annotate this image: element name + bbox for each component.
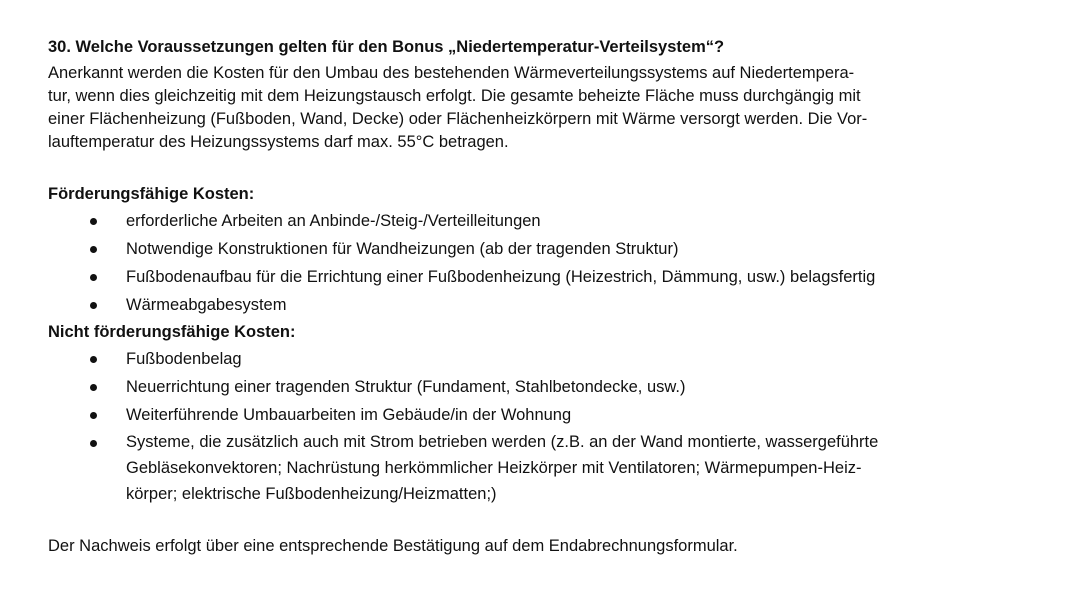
list-item-text: Weiterführende Umbauarbeiten im Gebäude/in der Wohnung bbox=[126, 406, 572, 424]
list-item-text-line: Systeme, die zusätzlich auch mit Strom betrieben werden (z.B. an der Wand montierte, wassergeführte bbox=[126, 433, 879, 451]
paragraph-line: tur, wenn dies gleichzeitig mit dem Heizungstausch erfolgt. Die gesamte beheizte Fläche muss durchgängig mit bbox=[48, 87, 861, 105]
question-paragraph bbox=[48, 62, 1046, 154]
list-item-multiline bbox=[48, 429, 1048, 507]
eligible-costs-label: Förderungsfähige Kosten: bbox=[48, 185, 255, 203]
list-item-text: Wärmeabgabesystem bbox=[126, 296, 287, 314]
footer-note: Der Nachweis erfolgt über eine entsprechende Bestätigung auf dem Endabrechnungsformular. bbox=[48, 537, 738, 555]
question-heading: 30. Welche Voraussetzungen gelten für den Bonus „Niedertemperatur-Verteilsystem“? bbox=[48, 38, 725, 56]
list-item-text: Fußbodenaufbau für die Errichtung einer Fußbodenheizung (Heizestrich, Dämmung, usw.) belagsfertig bbox=[126, 268, 876, 286]
list-item bbox=[48, 401, 1048, 429]
list-item bbox=[48, 207, 1048, 235]
list-item bbox=[48, 345, 1048, 373]
bullet-icon bbox=[90, 274, 97, 281]
bullet-icon bbox=[90, 440, 97, 447]
document-page bbox=[48, 34, 1048, 559]
paragraph-line: Anerkannt werden die Kosten für den Umbau des bestehenden Wärmeverteilungssystems auf Niedertempera- bbox=[48, 64, 855, 82]
section-spacer bbox=[48, 507, 1048, 533]
paragraph-line: einer Flächenheizung (Fußboden, Wand, Decke) oder Flächenheizkörpern mit Wärme versorgt werden. Die Vor- bbox=[48, 110, 868, 128]
list-item-text: erforderliche Arbeiten an Anbinde-/Steig-/Verteilleitungen bbox=[126, 212, 541, 230]
not-eligible-costs-label: Nicht förderungsfähige Kosten: bbox=[48, 323, 296, 341]
list-item-text: Notwendige Konstruktionen für Wandheizungen (ab der tragenden Struktur) bbox=[126, 240, 679, 258]
list-item-text-line: körper; elektrische Fußbodenheizung/Heizmatten;) bbox=[126, 485, 497, 503]
list-item bbox=[48, 263, 1048, 291]
list-item-text: Fußbodenbelag bbox=[126, 350, 242, 368]
section-spacer bbox=[48, 154, 1048, 181]
list-item-text-line: Gebläsekonvektoren; Nachrüstung herkömmlicher Heizkörper mit Ventilatoren; Wärmepumpen-Heiz- bbox=[126, 459, 862, 477]
bullet-icon bbox=[90, 302, 97, 309]
paragraph-line: lauftemperatur des Heizungssystems darf max. 55°C betragen. bbox=[48, 133, 509, 151]
list-item bbox=[48, 373, 1048, 401]
bullet-icon bbox=[90, 412, 97, 419]
not-eligible-costs-list bbox=[48, 345, 1048, 507]
bullet-icon bbox=[90, 218, 97, 225]
bullet-icon bbox=[90, 356, 97, 363]
bullet-icon bbox=[90, 246, 97, 253]
bullet-icon bbox=[90, 384, 97, 391]
list-item-text: Neuerrichtung einer tragenden Struktur (Fundament, Stahlbetondecke, usw.) bbox=[126, 378, 686, 396]
list-item bbox=[48, 235, 1048, 263]
list-item bbox=[48, 291, 1048, 319]
eligible-costs-list bbox=[48, 207, 1048, 319]
